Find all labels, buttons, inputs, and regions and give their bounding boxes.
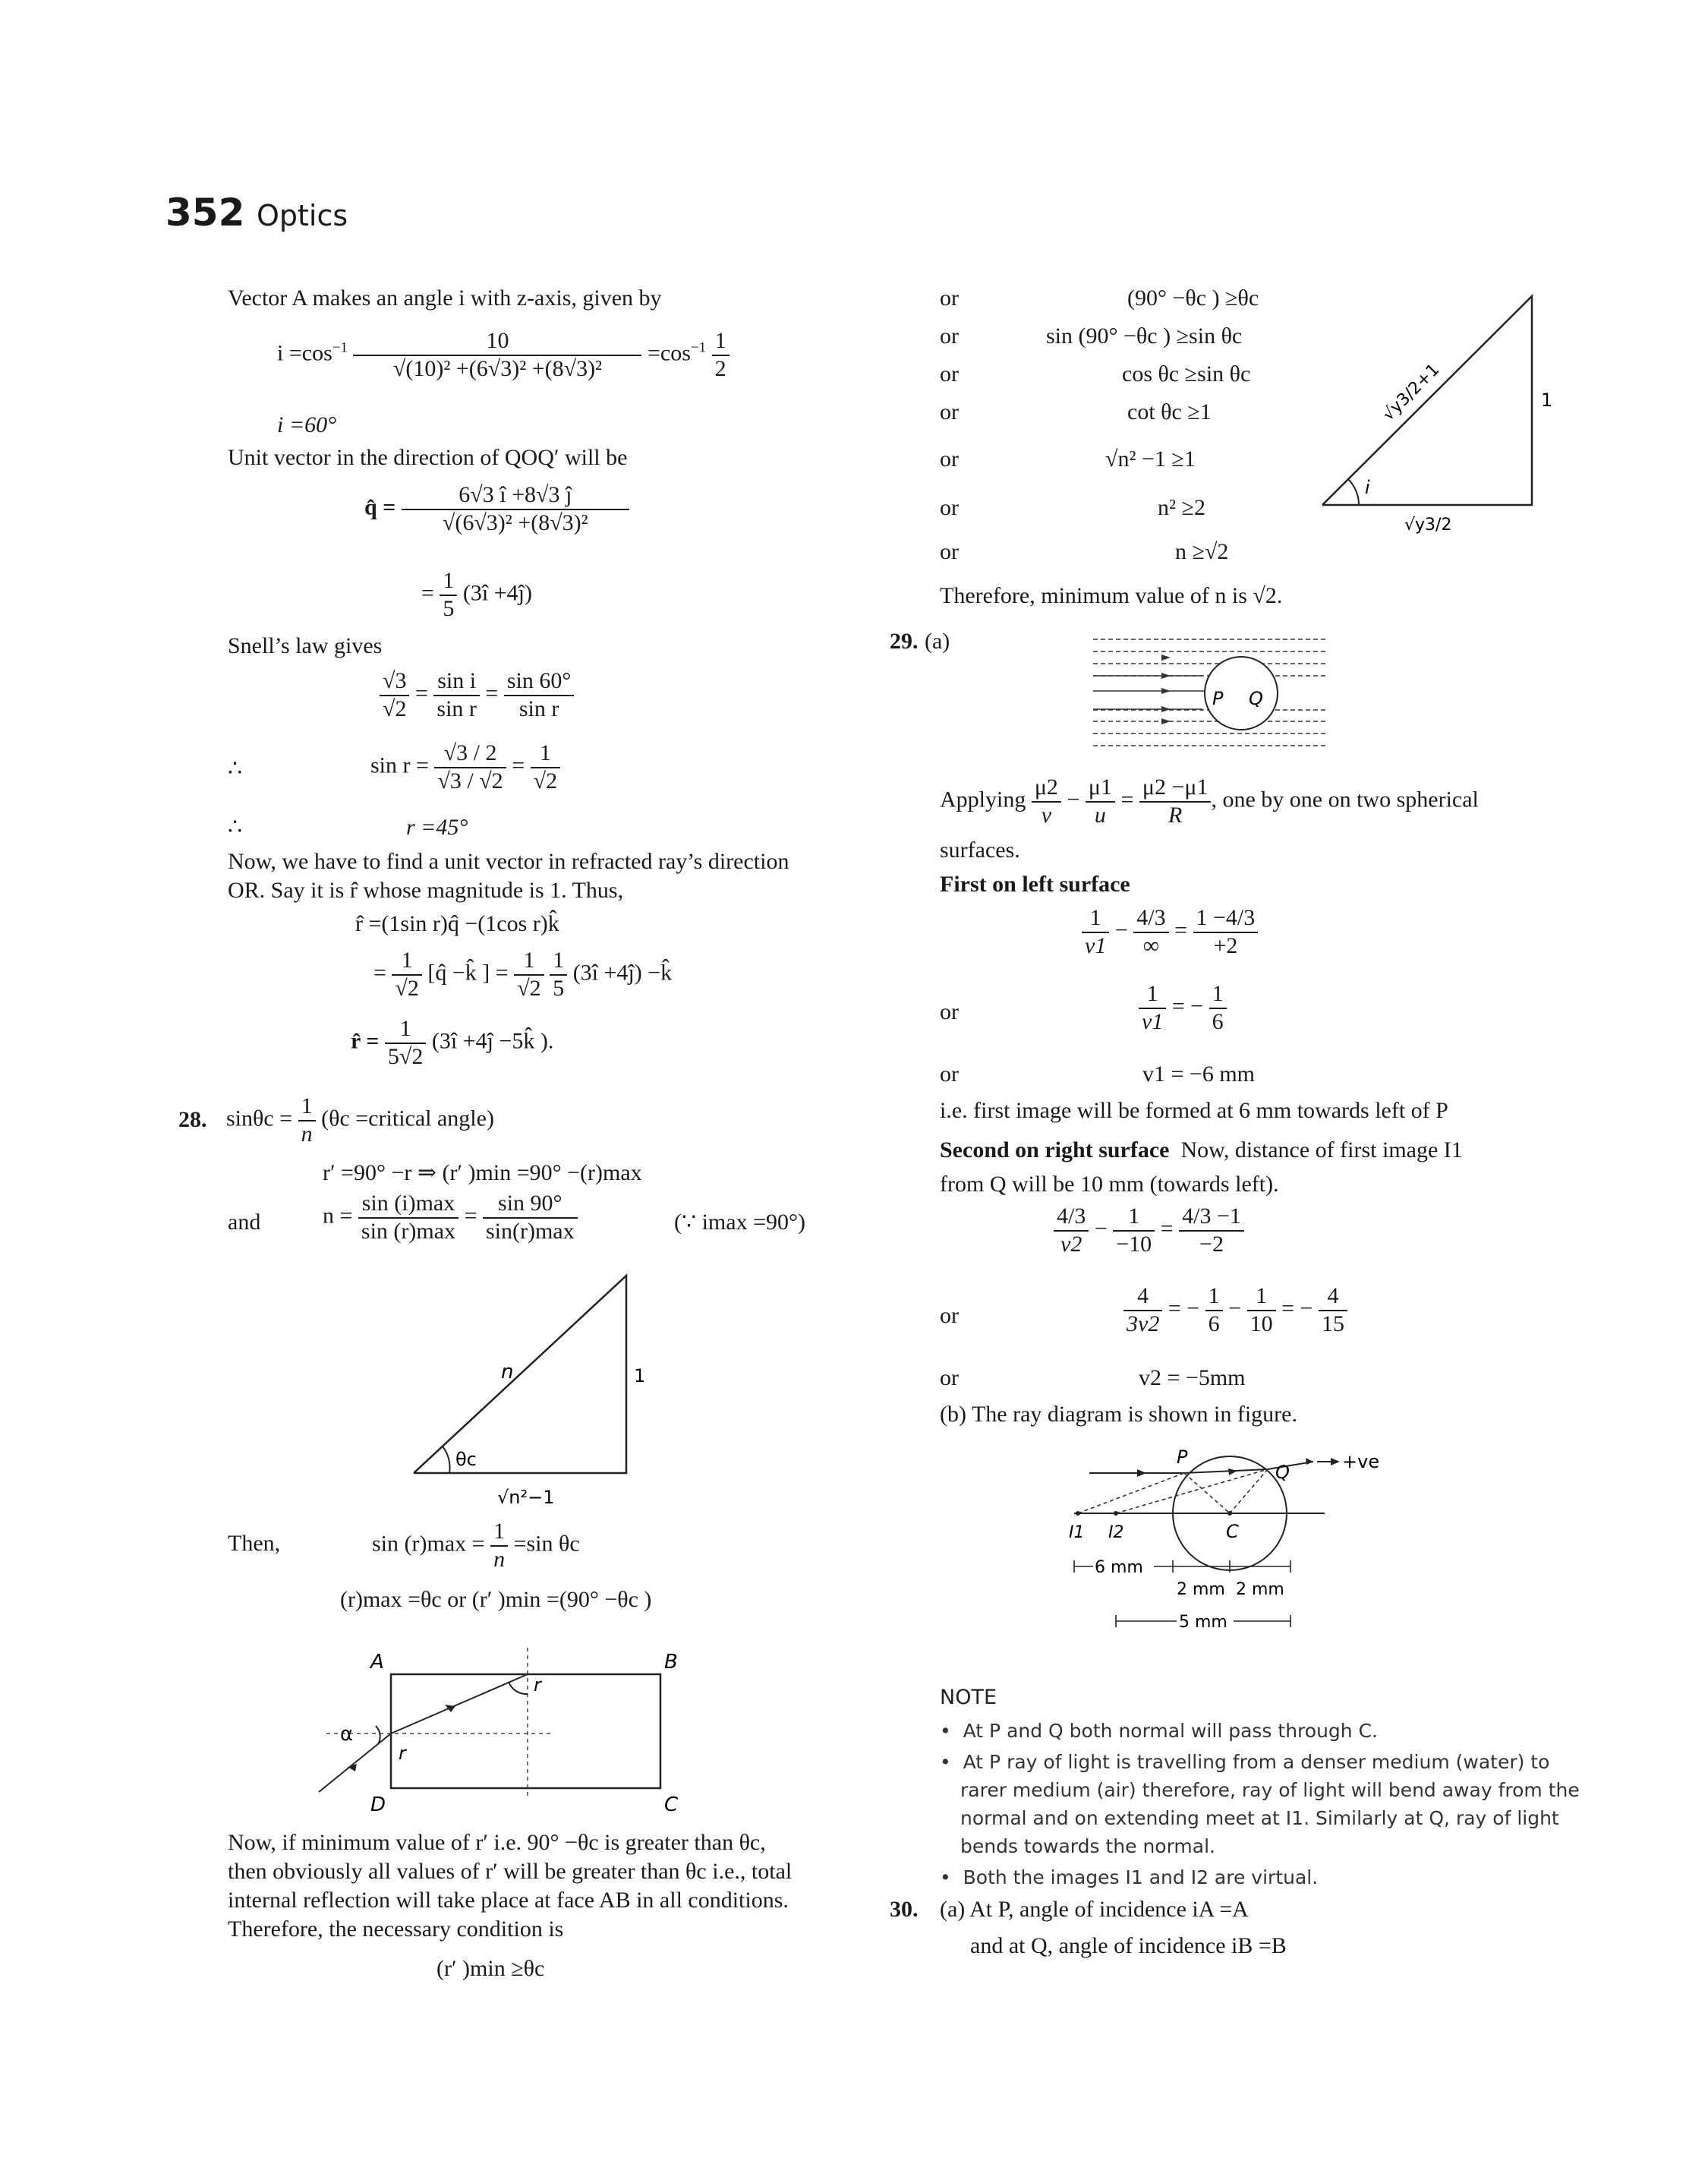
then-text: Then, [228, 1531, 281, 1556]
right-text-first-image: i.e. first image will be formed at 6 mm towards left of P [940, 1098, 1448, 1123]
rect-label-r-lower: r [399, 1743, 406, 1764]
heading-first-left-surface: First on left surface [940, 872, 1130, 897]
applying-formula: Applying $\frac{\mu 2}{v}$ − $\frac{\mu 1}{u}$ = $\frac{\mu 2 -\mu 1}{R}$ , one by one on two spherical [940, 774, 1479, 828]
rect-label-alpha: α [340, 1723, 354, 1746]
cond-eq-6: n² ≥2 [1158, 495, 1205, 520]
tri1-hyp-label: n [501, 1361, 514, 1383]
cond-eq-3: cos θc ≥sin θc [1122, 361, 1251, 386]
fig2-label-P: P [1177, 1446, 1188, 1468]
tri1-side-label: 1 [634, 1365, 646, 1386]
cond-eq-7: n ≥√2 [1175, 539, 1229, 564]
fig1-label-P: P [1212, 688, 1224, 709]
note-bullet-3: • Both the images I1 and I2 are virtual. [940, 1866, 1319, 1888]
eq-r-max-theta: (r)max =θc or (r′ )min =(90° −θc ) [340, 1587, 652, 1612]
fig2-dist-5mm: 5 mm [1179, 1613, 1227, 1632]
eq-r-hat-expand: = $\frac{1}{√2}$ [q̂ −k̂ ] = $\frac{1}{√2}$ $\frac{1}{5}$ (3î +4ĵ) −k̂ [373, 948, 673, 1001]
note-bullet-2-cont-3: bends towards the normal. [960, 1835, 1215, 1857]
eq-snell: $\frac{√3}{√2}$ = $\frac{\text{sin i}}{\text{sin r}}$ = $\frac{\sin 60^\circ}{\text{sin r}}$ [380, 668, 574, 722]
or-1: or [940, 285, 959, 311]
eq-right-surface-1: $\frac{4/3}{v2}$ − $\frac{1}{-10}$ = $\frac{4/3 -1}{-2}$ [1054, 1203, 1244, 1257]
cond-eq-2: sin (90° −θc ) ≥sin θc [1046, 323, 1243, 349]
q30-line-2: and at Q, angle of incidence iB =B [970, 1933, 1287, 1958]
or-4: or [940, 399, 959, 424]
and-text: and [228, 1210, 261, 1235]
cond-eq-5: √n² −1 ≥1 [1105, 446, 1196, 472]
fig2-dist-6mm: 6 mm [1095, 1558, 1143, 1577]
left-text-4: Now, we have to find a unit vector in refracted ray’s direction [228, 849, 789, 874]
or-3: or [940, 361, 959, 386]
eq-r-hat: r̂ =(1sin r)q̂ −(1cos r)k̂ [355, 911, 559, 936]
right-text-ray-diagram: (b) The ray diagram is shown in figure. [940, 1402, 1297, 1427]
sphere-parallel-rays-diagram [1086, 630, 1336, 763]
note-bullet-2-cont-1: rarer medium (air) therefore, ray of light will bend away from the [960, 1779, 1580, 1801]
right-text-distance: from Q will be 10 mm (towards left). [940, 1172, 1279, 1197]
question-28-label: 28. [178, 1107, 207, 1132]
fig2-label-Q: Q [1275, 1462, 1290, 1483]
page-number: 352 [165, 191, 245, 235]
or-5: or [940, 446, 959, 472]
therefore-symbol-2: ∴ [228, 815, 243, 840]
left-text-9: Therefore, the necessary condition is [228, 1916, 564, 1942]
eq-v2: v2 = −5mm [1139, 1365, 1246, 1390]
or-9: or [940, 1062, 959, 1087]
second-surface-line: Second on right surface Now, distance of first image I1 [940, 1137, 1463, 1162]
rect-label-A: A [370, 1651, 384, 1674]
eq-n-ratio: n = $\frac{\sin (i)\max}{\sin (r)\max}$ = $\frac{\sin 90^\circ}{\sin(r)\max}$ [323, 1191, 578, 1244]
tri2-hyp-label: √y3/2+1 [1379, 360, 1444, 425]
rect-label-B: B [664, 1651, 678, 1674]
eq-left-surface-2: $\frac{1}{v1}$ = − $\frac{1}{6}$ [1139, 981, 1227, 1035]
left-text-7: then obviously all values of r′ will be greater than θc i.e., total [228, 1859, 793, 1884]
question-29-a: (a) [925, 629, 950, 654]
fig1-label-Q: Q [1249, 688, 1263, 709]
left-text-3: Snell’s law gives [228, 633, 383, 658]
eq-sin-r: sin r = $\frac{√3 / 2}{√3 / √2}$ = $\frac{1}{√2}$ [370, 740, 560, 794]
triangle-y-diagram [1313, 289, 1564, 539]
fig2-dist-2mm-a: 2 mm [1177, 1580, 1225, 1599]
sphere-ray-diagram [1055, 1439, 1397, 1659]
eq-left-surface-1: $\frac{1}{v1}$ − $\frac{4/3}{\infty}$ = $\frac{1 -4/3}{+2}$ [1082, 905, 1258, 959]
right-text-min-n: Therefore, minimum value of n is √2. [940, 583, 1283, 608]
or-8: or [940, 999, 959, 1024]
fig2-label-I1: I1 [1069, 1523, 1085, 1542]
question-29-label: 29. [890, 629, 919, 654]
tri1-angle-label: θc [455, 1449, 477, 1470]
tri2-angle-label: i [1365, 477, 1370, 498]
rect-label-r-upper: r [534, 1674, 541, 1696]
tri1-base-label: √n²−1 [497, 1487, 555, 1508]
rectangle-ray-diagram [304, 1644, 698, 1815]
tri2-base-label: √y3/2 [1404, 516, 1452, 535]
left-text-6: Now, if minimum value of r′ i.e. 90° −θc is greater than θc, [228, 1830, 766, 1855]
eq-q-hat-simplified: = $\frac{1}{5}$ (3î +4ĵ) [421, 568, 532, 621]
note-bullet-2: • At P ray of light is travelling from a denser medium (water) to [940, 1751, 1550, 1773]
eq-right-surface-2: $\frac{4}{3v2}$ = − $\frac{1}{6}$ − $\frac{1}{10}$ = − $\frac{4}{15}$ [1123, 1283, 1347, 1337]
cond-eq-4: cot θc ≥1 [1127, 399, 1212, 424]
triangle-critical-angle-diagram [402, 1264, 653, 1515]
fig2-label-ve: +ve [1342, 1451, 1380, 1472]
eq-v1: v1 = −6 mm [1142, 1062, 1256, 1087]
rect-label-C: C [664, 1793, 679, 1815]
cond-eq-1: (90° −θc ) ≥θc [1127, 285, 1259, 311]
eq-q-hat: q̂ = $\frac{6√3 î +8√3 ĵ}{\text{√(6√3)² +(8√3)²}}$ [364, 482, 629, 536]
question-30-label: 30. [890, 1897, 919, 1922]
left-text-5: OR. Say it is r̂ whose magnitude is 1. Thus, [228, 878, 624, 903]
eq-sin-theta-c: sinθc = $\frac{1}{n}$ (θc =critical angle) [226, 1093, 494, 1147]
chapter-title: Optics [257, 199, 348, 232]
therefore-symbol-1: ∴ [228, 756, 243, 781]
fig2-label-C: C [1226, 1521, 1239, 1542]
eq-because-note: (∵ imax =90°) [674, 1210, 805, 1235]
eq-r-45: r =45° [406, 815, 468, 840]
eq-necessary-condition: (r′ )min ≥θc [436, 1956, 545, 1981]
eq-cos-inverse: $i =\cos^{-1}$ $\frac{10}{\text{√(10)² +(6√3)² +(8√3)²}}$ $=\cos^{-1}$ $\frac{1}{2}$ [277, 328, 730, 382]
rect-label-D: D [370, 1793, 386, 1815]
or-7: or [940, 539, 959, 564]
note-bullet-1: • At P and Q both normal will pass through C. [940, 1720, 1378, 1742]
q30-line-1: (a) At P, angle of incidence iA =A [940, 1897, 1249, 1922]
or-11: or [940, 1365, 959, 1390]
eq-i-60: i =60° [277, 412, 337, 437]
fig2-label-I2: I2 [1108, 1523, 1124, 1542]
note-title: NOTE [940, 1686, 997, 1709]
fig2-dist-2mm-b: 2 mm [1236, 1580, 1284, 1599]
right-text-surfaces: surfaces. [940, 838, 1020, 863]
left-text-8: internal reflection will take place at face AB in all conditions. [228, 1888, 789, 1913]
left-text-1: Vector A makes an angle i with z-axis, given by [228, 285, 662, 311]
or-10: or [940, 1303, 959, 1328]
eq-r-hat-final: r̂ = $\frac{1}{5√2}$ (3î +4ĵ −5k̂ ). [351, 1016, 554, 1069]
eq-sin-r-max: sin (r)max = $\frac{1}{n}$ =sin θc [372, 1519, 580, 1572]
tri2-side-label: 1 [1541, 390, 1553, 411]
left-text-2: Unit vector in the direction of QOQ′ will be [228, 445, 628, 470]
eq-r-prime: r′ =90° −r ⇒ (r′ )min =90° −(r)max [323, 1160, 642, 1185]
note-bullet-2-cont-2: normal and on extending meet at I1. Similarly at Q, ray of light [960, 1807, 1559, 1829]
or-2: or [940, 323, 959, 349]
or-6: or [940, 495, 959, 520]
